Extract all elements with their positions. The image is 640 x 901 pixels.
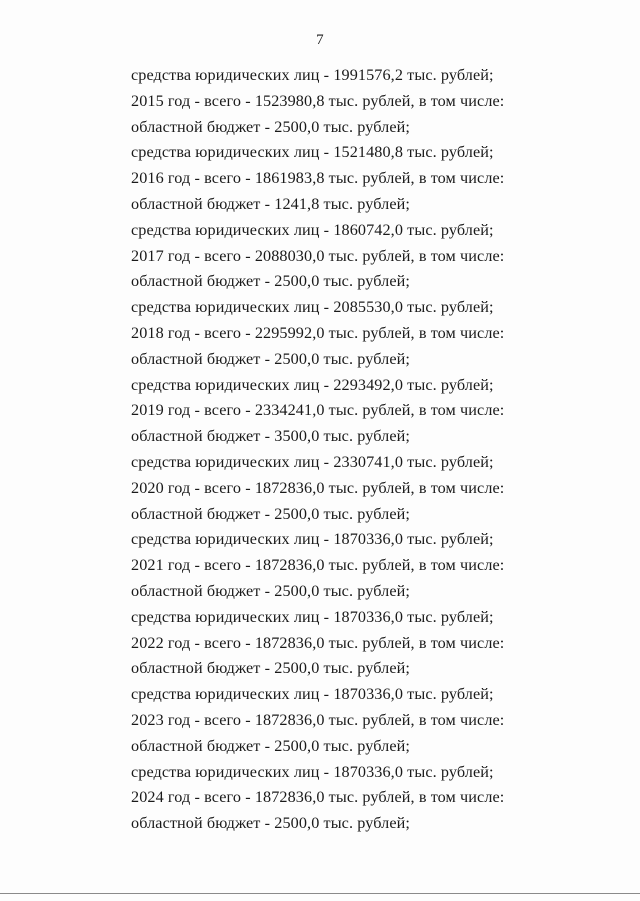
page-number: 7 xyxy=(316,32,324,48)
text-line: областной бюджет - 2500,0 тыс. рублей; xyxy=(131,736,410,755)
text-line: средства юридических лиц - 1870336,0 тыс. рублей; xyxy=(131,762,494,781)
text-line: 2022 год - всего - 1872836,0 тыс. рублей, в том числе: xyxy=(131,633,505,652)
text-line: областной бюджет - 2500,0 тыс. рублей; xyxy=(131,581,410,600)
text-line: областной бюджет - 2500,0 тыс. рублей; xyxy=(131,814,410,833)
text-line: 2016 год - всего - 1861983,8 тыс. рублей, в том числе: xyxy=(131,169,505,188)
text-line: средства юридических лиц - 2293492,0 тыс. рублей; xyxy=(131,375,494,394)
text-line: средства юридических лиц - 2085530,0 тыс. рублей; xyxy=(131,298,494,317)
text-line: областной бюджет - 2500,0 тыс. рублей; xyxy=(131,504,410,523)
text-line: 2023 год - всего - 1872836,0 тыс. рублей, в том числе: xyxy=(131,710,505,729)
text-line: 2015 год - всего - 1523980,8 тыс. рублей, в том числе: xyxy=(131,91,505,110)
page-bottom-edge xyxy=(0,893,640,894)
document-body xyxy=(131,63,601,837)
text-line: 2019 год - всего - 2334241,0 тыс. рублей, в том числе: xyxy=(131,401,505,420)
text-line: средства юридических лиц - 1870336,0 тыс. рублей; xyxy=(131,685,494,704)
text-line: областной бюджет - 2500,0 тыс. рублей; xyxy=(131,272,410,291)
text-line: средства юридических лиц - 1870336,0 тыс. рублей; xyxy=(131,530,494,549)
text-line: 2020 год - всего - 1872836,0 тыс. рублей, в том числе: xyxy=(131,478,505,497)
text-line: областной бюджет - 1241,8 тыс. рублей; xyxy=(131,194,410,213)
text-line: 2024 год - всего - 1872836,0 тыс. рублей, в том числе: xyxy=(131,788,505,807)
text-line: областной бюджет - 2500,0 тыс. рублей; xyxy=(131,349,410,368)
text-line: средства юридических лиц - 1860742,0 тыс. рублей; xyxy=(131,220,494,239)
text-line: средства юридических лиц - 1870336,0 тыс. рублей; xyxy=(131,607,494,626)
text-line: средства юридических лиц - 2330741,0 тыс. рублей; xyxy=(131,452,494,471)
text-line: областной бюджет - 2500,0 тыс. рублей; xyxy=(131,117,410,136)
text-line: 2021 год - всего - 1872836,0 тыс. рублей, в том числе: xyxy=(131,556,505,575)
text-line: 2017 год - всего - 2088030,0 тыс. рублей, в том числе: xyxy=(131,246,505,265)
text-line: средства юридических лиц - 1521480,8 тыс. рублей; xyxy=(131,143,494,162)
text-line: 2018 год - всего - 2295992,0 тыс. рублей, в том числе: xyxy=(131,323,505,342)
text-line: средства юридических лиц - 1991576,2 тыс. рублей; xyxy=(131,66,494,84)
text-line: областной бюджет - 2500,0 тыс. рублей; xyxy=(131,659,410,678)
text-line: областной бюджет - 3500,0 тыс. рублей; xyxy=(131,427,410,446)
